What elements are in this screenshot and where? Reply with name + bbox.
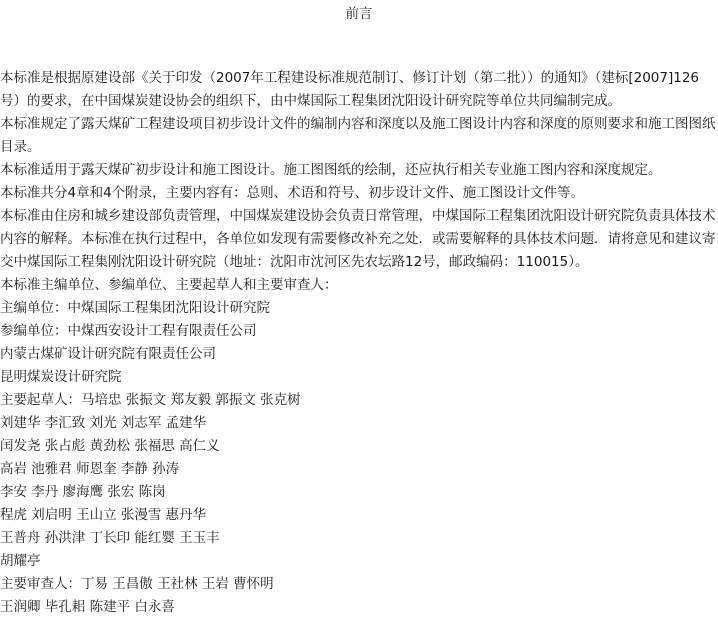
document-body — [0, 67, 716, 619]
paragraph-basis: 本标准是根据原建设部《关于印发（2007年工程建设标准规范制订、修订计划（第二批））的通知》（建标[2007]126号）的要求，在中国煤炭建设协会的组织下，由中煤国际工程集团沈阳设计研究院等单位共同编制完成。 — [0, 70, 700, 109]
drafters-line: 刘建华 李汇致 刘光 刘志军 孟建华 — [0, 415, 207, 431]
paragraph-management: 本标准由住房和城乡建设部负责管理，中国煤炭建设协会负责日常管理，中煤国际工程集团沈阳设计研究院负责具体技术内容的解释。本标准在执行过程中，各单位如发现有需要修改补充之处．或需要解释的具体技术问题．请将意见和建议寄交中煤国际工程集刚沈阳设计研究院（地址：沈阳市沈河区先农坛路12号，邮政编码：110015）。 — [0, 208, 716, 270]
drafters-line: 胡耀亭 — [0, 553, 41, 569]
drafters-line: 程虎 刘启明 王山立 张漫雪 惠丹华 — [0, 507, 207, 523]
page-title: 前言 — [345, 6, 373, 22]
paragraph-scope-content: 本标准规定了露天煤矿工程建设项目初步设计文件的编制内容和深度以及施工图设计内容和深度的原则要求和施工图图纸目录。 — [0, 116, 716, 155]
paragraph-applicability: 本标准适用于露天煤矿初步设计和施工图设计。施工图图纸的绘制，还应执行相关专业施工图内容和深度规定。 — [0, 162, 662, 178]
drafters-line: 高岩 池雅君 师恩奎 李静 孙涛 — [0, 461, 180, 477]
participating-unit: 参编单位：中煤西安设计工程有限责任公司 — [0, 323, 257, 339]
participating-unit: 内蒙古煤矿设计研究院有限责任公司 — [0, 346, 216, 362]
reviewers-line: 主要审查人：丁易 王昌傲 王社林 王岩 曹怀明 — [0, 576, 274, 592]
drafters-line: 李安 李丹 廖海鹰 张宏 陈岗 — [0, 484, 166, 500]
drafters-line: 王普舟 孙洪津 丁长印 能红婴 王玉丰 — [0, 530, 220, 546]
chief-editor-unit: 主编单位：中煤国际工程集团沈阳设计研究院 — [0, 300, 270, 316]
drafters-line: 主要起草人：马培忠 张振文 郑友毅 郭振文 张克树 — [0, 392, 301, 408]
participating-unit: 昆明煤炭设计研究院 — [0, 369, 122, 385]
paragraph-structure: 本标准共分4章和4个附录，主要内容有：总则、术语和符号、初步设计文件、施工图设计文件等。 — [0, 185, 585, 201]
paragraph-contributors-intro: 本标准主编单位、参编单位、主要起草人和主要审查人： — [0, 277, 338, 293]
drafters-line: 闰发尧 张占彪 黄劲松 张福思 高仁义 — [0, 438, 220, 454]
reviewers-line: 王润卿 毕孔耜 陈建平 白永喜 — [0, 599, 175, 615]
